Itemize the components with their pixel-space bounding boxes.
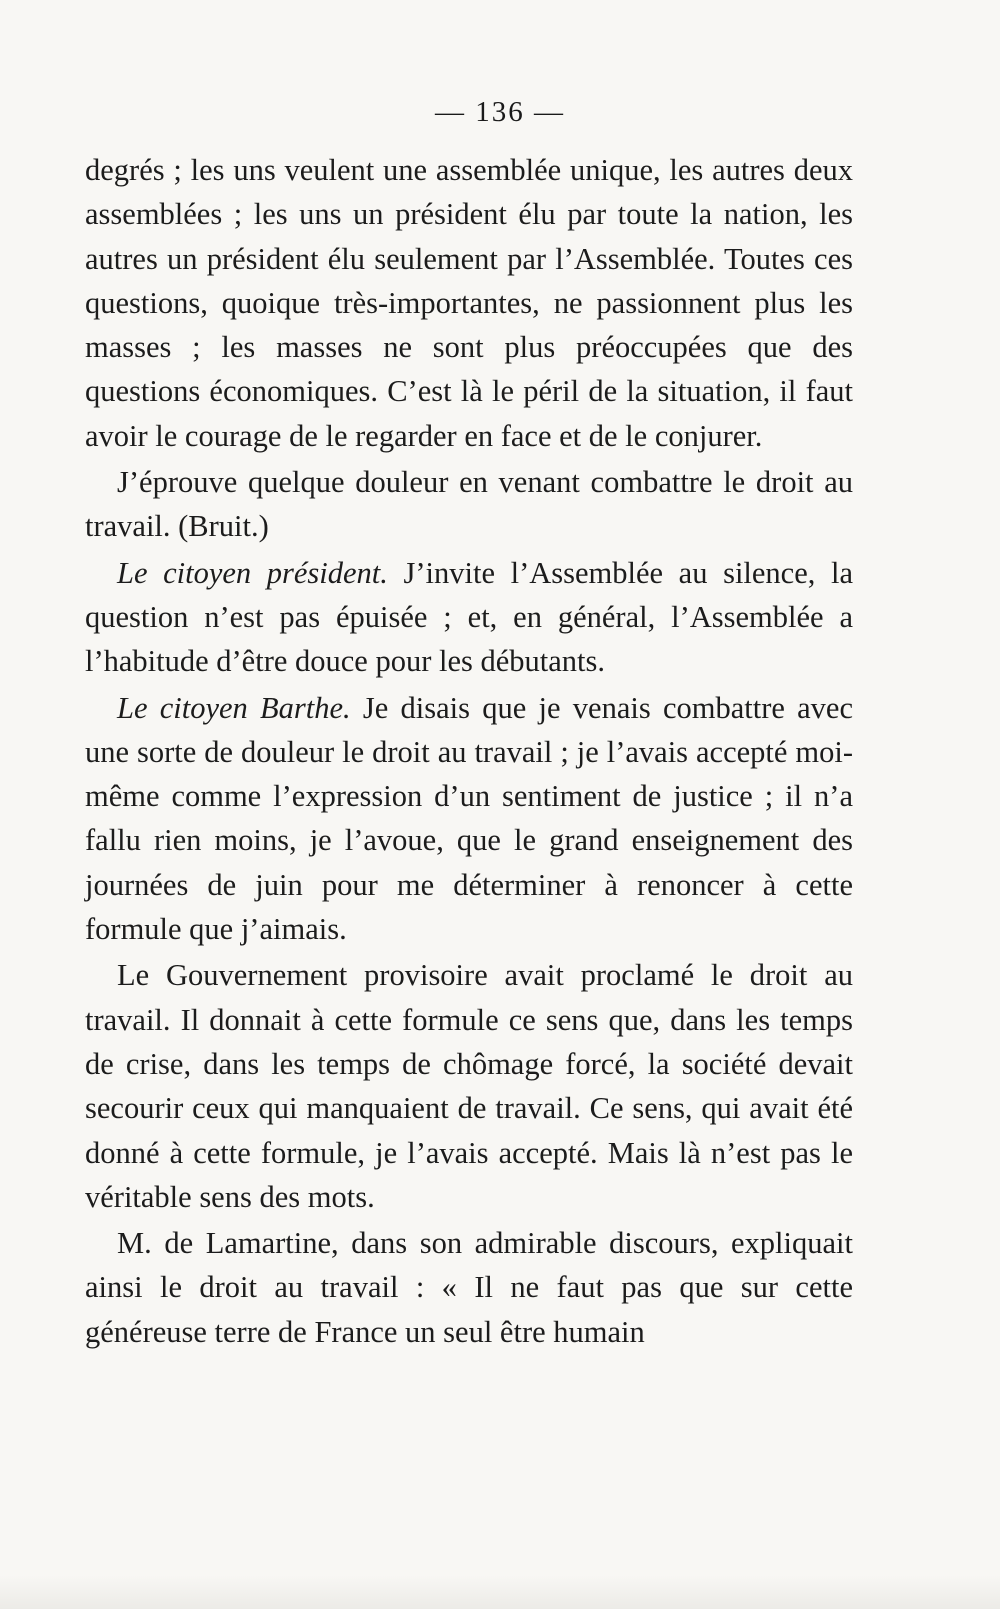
- body-text: [85, 148, 853, 1356]
- paragraph-3-text: J’invite l’Assemblée au silence, la question n’est pas épuisée ; et, en général, l’Assemblée a l’habitude d’être douce pour les débutants.: [85, 555, 854, 679]
- paragraph-1: [85, 148, 853, 458]
- paragraph-4: [85, 686, 853, 952]
- paragraph-5-text: Le Gouvernement provisoire avait proclamé le droit au travail. Il donnait à cette formule ce sens que, dans les temps de crise, dans les temps de chômage forcé, la société devait secourir ceux qui manquaient de travail. Ce sens, qui avait été donné à cette formule, je l’avais accepté. Mais là n’est pas le véritable sens des mots.: [85, 958, 853, 1214]
- paragraph-6-text: M. de Lamartine, dans son admirable discours, expliquait ainsi le droit au travail : « Il ne faut pas que sur cette généreuse terre de France un seul être humain: [85, 1226, 853, 1349]
- paragraph-2: [85, 460, 853, 549]
- page-bottom-edge: [0, 1575, 1000, 1609]
- paragraph-3: [85, 551, 853, 684]
- speaker-president: Le citoyen président.: [117, 555, 388, 590]
- paragraph-2-text: J’éprouve quelque douleur en venant combattre le droit au travail. (Bruit.): [85, 465, 853, 544]
- paragraph-6: [85, 1221, 853, 1354]
- speaker-barthe: Le citoyen Barthe.: [117, 690, 351, 725]
- paragraph-5: [85, 953, 853, 1219]
- paragraph-4-text: Je disais que je venais combattre avec une sorte de douleur le droit au travail ; je l’avais accepté moi-même comme l’expression d’un sentiment de justice ; il n’a fallu rien moins, je l’avoue, que le grand enseignement des journées de juin pour me déterminer à renoncer à cette formule que j’aimais.: [85, 690, 853, 947]
- paragraph-1-text: degrés ; les uns veulent une assemblée unique, les autres deux assemblées ; les uns un président élu par toute la nation, les autres un président élu seulement par l’Assemblée. Toutes ces questions, quoique très-importantes, ne passionnent plus les masses ; les masses ne sont plus préoccupées que des questions économiques. C’est là le péril de la situation, il faut avoir le courage de le regarder en face et de le conjurer.: [85, 153, 853, 453]
- page-number: — 136 —: [435, 96, 565, 128]
